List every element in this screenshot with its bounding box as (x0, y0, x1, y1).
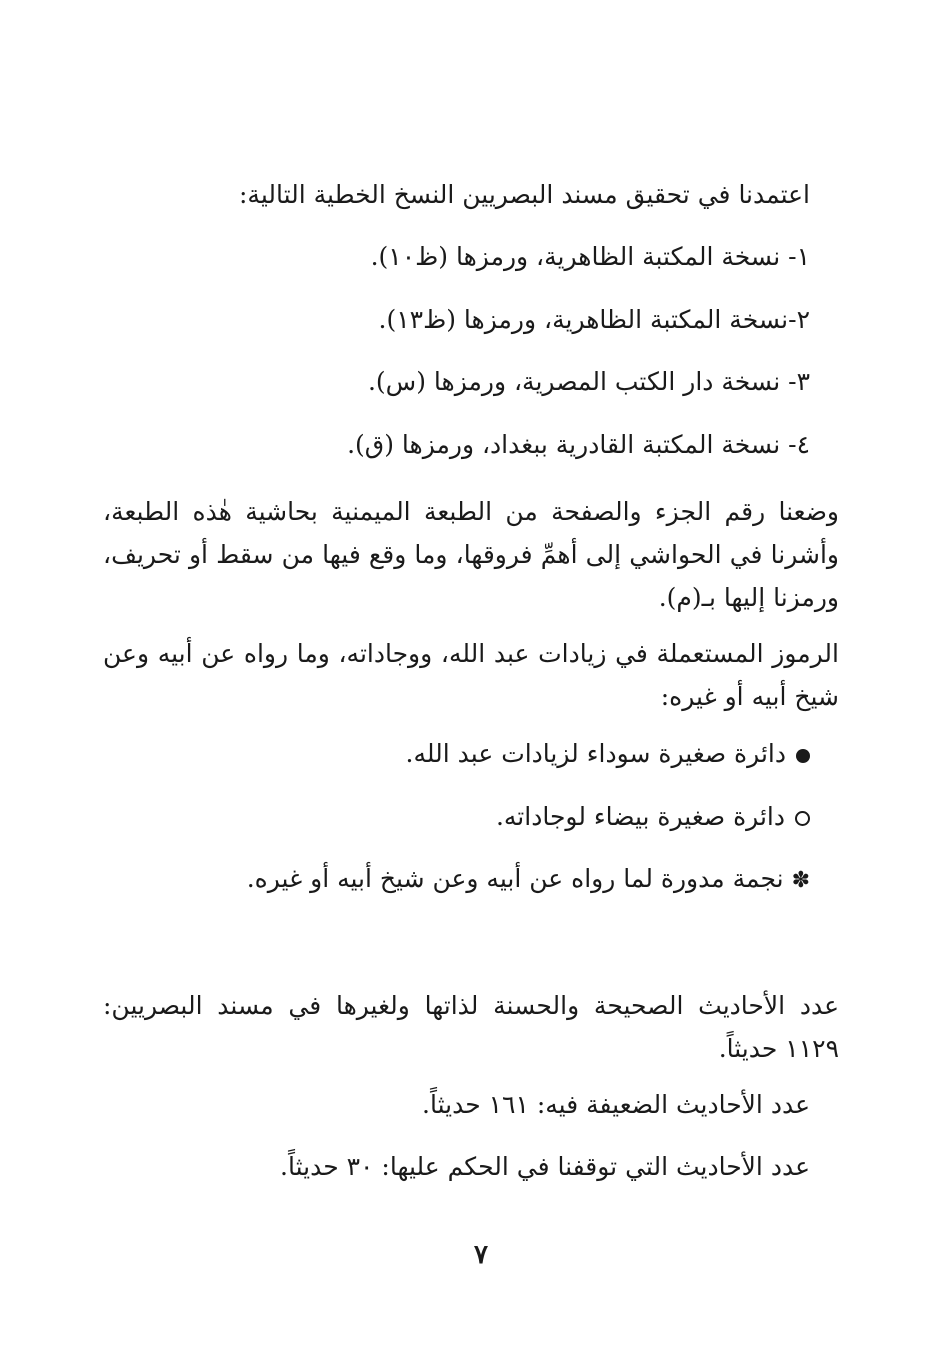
manuscript-item-3: ٣- نسخة دار الكتب المصرية، ورمزها (س). (367, 367, 810, 396)
star-label: نجمة مدورة لما رواه عن أبيه وعن شيخ أبيه أو غيره. (246, 864, 784, 893)
symbol-white-circle-row (130, 800, 810, 834)
manuscript-item-2: ٢-نسخة المكتبة الظاهرية، ورمزها (ظ١٣). (378, 305, 810, 334)
symbols-intro-paragraph: الرموز المستعملة في زيادات عبد الله، ووجاداته، وما رواه عن أبيه وعن شيخ أبيه أو غيره: (103, 639, 839, 711)
symbol-black-circle-row (130, 737, 810, 771)
stats-sahih-paragraph: عدد الأحاديث الصحيحة والحسنة لذاتها ولغيرها في مسند البصريين: ١١٢٩ حديثاً. (103, 991, 839, 1063)
symbol-star-row (130, 862, 810, 898)
intro-line: اعتمدنا في تحقيق مسند البصريين النسخ الخطية التالية: (239, 180, 810, 209)
white-circle-label: دائرة صغيرة بيضاء لوجاداته. (495, 802, 785, 831)
black-circle-icon (796, 749, 810, 763)
black-circle-label: دائرة صغيرة سوداء لزيادات عبد الله. (405, 739, 786, 768)
manuscript-item-1: ١- نسخة المكتبة الظاهرية، ورمزها (ظ١٠). (370, 242, 810, 271)
stats-daif-line: عدد الأحاديث الضعيفة فيه: ١٦١ حديثاً. (422, 1090, 810, 1119)
page-number: ٧ (474, 1240, 488, 1270)
note-placement-paragraph: وضعنا رقم الجزء والصفحة من الطبعة الميمنية بحاشية هٰذه الطبعة، وأشرنا في الحواشي إلى أهمِّ فروقها، وما وقع فيها من سقط أو تحريف، ورمزنا إليها بـ(م). (103, 497, 839, 612)
star-icon: ✽ (791, 867, 810, 893)
white-circle-icon (795, 811, 810, 826)
stats-tawaqquf-line: عدد الأحاديث التي توقفنا في الحكم عليها: ٣٠ حديثاً. (280, 1152, 810, 1181)
manuscript-item-4: ٤- نسخة المكتبة القادرية ببغداد، ورمزها (ق). (347, 430, 810, 459)
